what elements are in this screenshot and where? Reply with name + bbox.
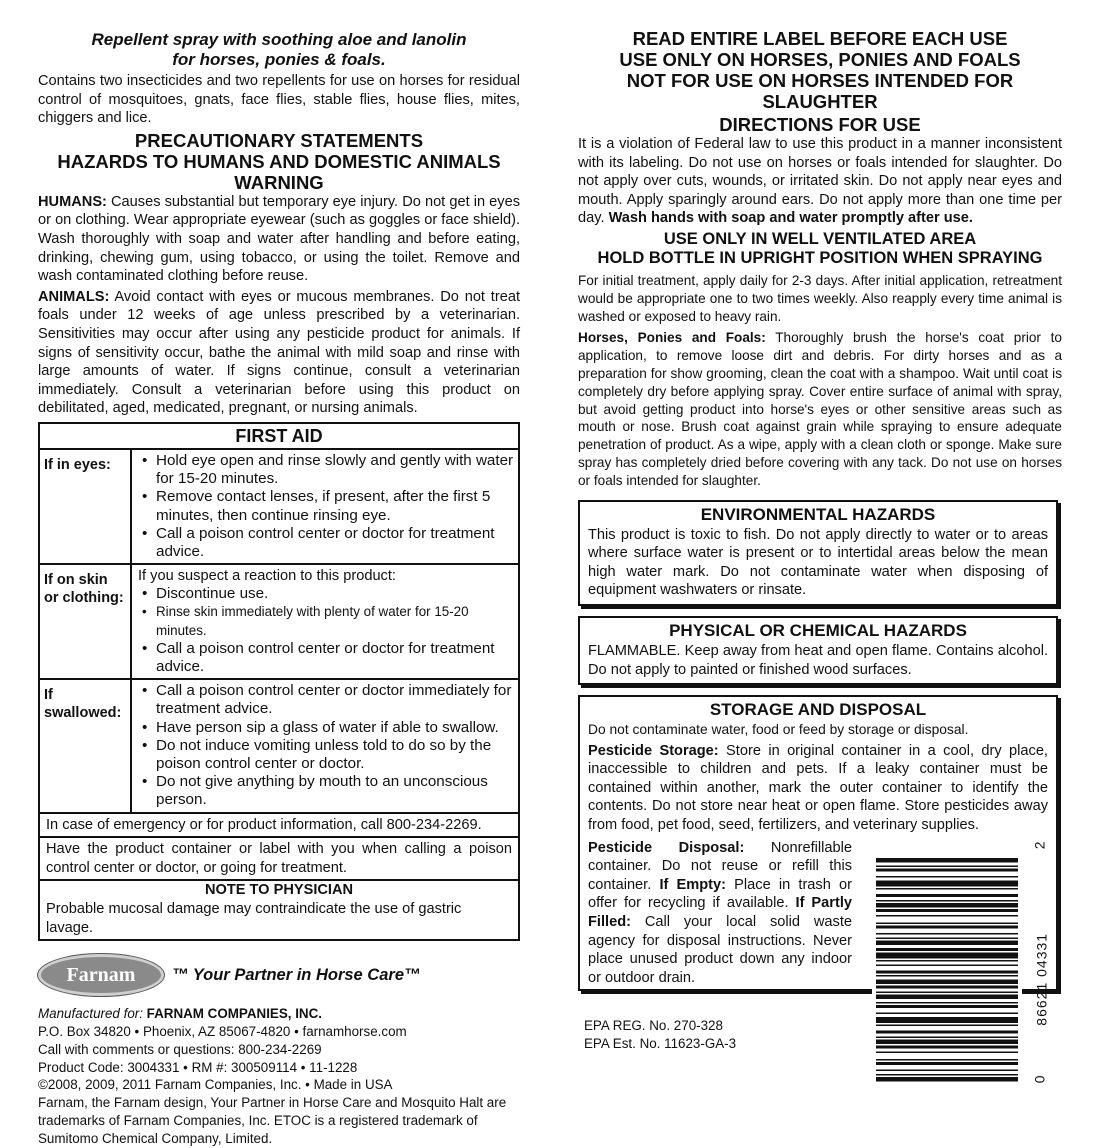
first-aid-table [38,422,520,941]
list-item: • Remove contact lenses, if present, after the first 5 minutes, then continue rinsing eye. [156,488,514,524]
barcode-bar [876,960,1018,962]
barcode-bar [876,894,1018,897]
barcode-bar [876,1031,1018,1034]
trademark-text: Farnam, the Farnam design, Your Partner in Horse Care and Mosquito Halt are trademarks of Farnam Companies, Inc. ETOC is a registered trademark of Sumitomo Chemical Company, Limited. [38,1095,507,1146]
storage-paragraph [588,742,1048,835]
barcode-bar [876,903,1018,908]
upc-barcode [872,854,1022,1086]
disposal-paragraph [588,839,852,988]
note-to-physician-text: Probable mucosal damage may contraindicate the use of gastric lavage. [46,900,462,936]
tagline [38,30,520,70]
barcode-bar [876,1070,1018,1072]
initial-treatment-text: For initial treatment, apply daily for 2-3 days. After initial application, retreatment would be appropriate one to two times weekly. Also reapply every time animal is washed or exposed to heavy rain. [578,272,1062,324]
first-aid-container-note: Have the product container or label with you when calling a poison control center or doctor, or going for treatment. [40,838,518,881]
barcode-bar [876,900,1018,902]
barcode-bar [876,1040,1018,1045]
warning-heading: WARNING [234,171,324,193]
directions-heading: DIRECTIONS FOR USE [719,114,921,135]
storage-intro: Do not contaminate water, food or feed by storage or disposal. [588,722,969,738]
humans-text: Causes substantial but temporary eye injury. Do not get in eyes or on clothing. Wear appropriate eyewear (such as goggles or face shield). Wash thoroughly with soap and water after handling and before eating, drinking, chewing gum, using tobacco, or using the toilet. Remove and wash contaminated clothing before reuse. [38,193,520,285]
barcode-bar [876,992,1018,994]
barcode-bar [876,980,1018,985]
environmental-hazards-text: This product is toxic to fish. Do not apply directly to water or to areas where surface water is present or to intertidal areas below the mean high water mark. Do not contaminate water when disposing of equipment washwaters or rinsate. [588,526,1048,599]
manufactured-label: Manufactured for: [38,1006,143,1022]
barcode-bar [876,1013,1018,1015]
barcode-bar [876,995,1018,1000]
partly-filled-label: If Partly Filled: [588,895,852,931]
list-item: • Do not induce vomiting unless told to do so by the poison control center or doctor. [156,737,514,773]
barcode-bar [876,1025,1018,1027]
list-item: • Rinse skin immediately with plenty of water for 15-20 minutes. [156,603,514,639]
first-aid-row-swallowed [40,680,518,813]
storage-label: Pesticide Storage: [588,742,719,759]
epa-est-number: EPA Est. No. 11623-GA-3 [584,1035,737,1051]
first-aid-skin-label: If on skin or clothing: [40,565,132,678]
list-item: • Discontinue use. [156,585,514,603]
horses-paragraph [578,329,1062,489]
barcode-bar [876,866,1018,868]
directions-text [578,135,1062,228]
directions-body: It is a violation of Federal law to use this product in a manner inconsistent with its labeling. Do not use on horses or foals intended for slaughter. Do not apply over cuts, wounds, or irritated skin. Do not apply near eyes and mouth. Apply sparingly around ears. Do not apply more than one time per day. [578,136,1062,227]
first-aid-eyes-list [138,452,514,561]
barcode-bar [876,876,1018,878]
barcode-bar [876,965,1018,967]
first-aid-swallowed-list [138,682,514,809]
barcode-bar [876,869,1018,872]
barcode-bar [876,923,1018,925]
not-for-slaughter-heading: NOT FOR USE ON HORSES INTENDED FOR SLAUGHTER [626,70,1014,112]
storage-disposal-title: STORAGE AND DISPOSAL [709,700,927,720]
barcode-bar [876,948,1018,951]
animals-text: Avoid contact with eyes or mucous membranes. Do not treat foals under 12 weeks of age unless prescribed by a veterinarian. Sensitivities may occur after using any pesticide product for animals. If signs of sensitivity occur, bathe the animal with mild soap and rinse with large amounts of water. If signs continue, consult a veterinarian immediately. Consult a veterinarian before using this product on debilitated, aged, medicated, pregnant, or nursing animals. [38,288,520,417]
first-aid-skin-list [138,585,514,676]
note-to-physician-title: NOTE TO PHYSICIAN [204,882,354,899]
intro-text: Contains two insecticides and two repellents for use on horses for residual control of mosquitoes, gnats, face flies, stable flies, house flies, mites, chiggers and lice. [38,73,520,127]
first-aid-eyes-label: If in eyes: [40,450,132,563]
barcode-bar [876,971,1018,974]
upright-heading: HOLD BOTTLE IN UPRIGHT POSITION WHEN SPRAYING [597,248,1043,267]
barcode-digit-bottom: 0 [1031,1075,1048,1084]
first-aid-emergency: In case of emergency or for product information, call 800-234-2269. [40,814,518,839]
ventilated-heading: USE ONLY IN WELL VENTILATED AREA [663,229,977,248]
use-only-heading: USE ONLY ON HORSES, PONIES AND FOALS [619,49,1021,70]
physical-hazards-title: PHYSICAL OR CHEMICAL HAZARDS [669,620,967,640]
manufacturer-name: FARNAM COMPANIES, INC. [142,1006,322,1022]
wash-hands-text: Wash hands with soap and water promptly after use. [608,210,973,227]
horses-text: Thoroughly brush the horse's coat prior to application, to remove loose dirt and debris. For dirty horses and as a preparation for show grooming, clean the coat with a shampoo. Wait until coat is completely dry before applying spray. Cover entire surface of animal with spray, but avoid getting product into horse's eyes or other sensitive areas such as mouth or nose. Brush coat against grain while spraying to ensure adequate penetration of product. As a wipe, apply with a clean cloth or sponge. Make sure spray has completely dried before covering with any tack. Do not use on horses or foals intended for slaughter. [578,330,1062,488]
barcode-bar [876,1017,1018,1023]
tagline-line-2: for horses, ponies & foals. [172,50,386,69]
partner-slogan: ™ Your Partner in Horse Care™ [172,965,421,984]
storage-text: Store in original container in a cool, dry place, inaccessible to children and pets. If a leaky container must be contained within another, mark the outer container to identify the contents. Do not store near heat or open flame. Store pesticides away from food, pet food, seed, fertilizers, and veterinary supplies. [588,742,1048,834]
barcode-bar [876,933,1018,935]
disposal-label: Pesticide Disposal: [588,839,745,856]
brand-row [38,955,520,995]
barcode-bar [876,858,1018,863]
barcode-bar [876,953,1018,959]
note-to-physician [40,881,518,939]
disposal-text: Nonrefillable container. Do not reuse or refill this container. [588,839,852,893]
barcode-bar [876,941,1018,946]
physical-hazards-text: FLAMMABLE. Keep away from heat and open flame. Contains alcohol. Do not apply to painted or finished wood surfaces. [588,642,1048,678]
first-aid-skin-intro: If you suspect a reaction to this product: [138,568,396,585]
read-label-heading: READ ENTIRE LABEL BEFORE EACH USE [632,28,1008,49]
barcode-bar [876,915,1018,917]
tagline-line-1: Repellent spray with soothing aloe and lanolin [91,30,467,49]
copyright-line: ©2008, 2009, 2011 Farnam Companies, Inc. • Made in USA [38,1077,393,1093]
first-aid-row-skin [40,565,518,680]
barcode-bar [876,888,1018,890]
epa-reg-number: EPA REG. No. 270-328 [584,1018,723,1034]
barcode-bar [876,1059,1018,1061]
barcode-bar [876,1052,1018,1054]
barcode-bar [876,1077,1018,1082]
barcode-bar [876,1062,1018,1065]
product-code-line: Product Code: 3004331 • RM #: 300509114 • 11-1228 [38,1059,358,1075]
barcode-bar [876,1046,1018,1049]
barcode-bar [876,1074,1018,1076]
barcode-digits [1032,830,1050,1090]
manufactured-line [38,1005,520,1023]
humans-paragraph [38,193,520,286]
list-item: • Call a poison control center or doctor for treatment advice. [156,525,514,561]
barcode-bar [876,1005,1018,1008]
animals-label: ANIMALS: [38,288,110,305]
environmental-hazards-box [578,500,1058,606]
barcode-bar [876,975,1018,977]
barcode-bar [876,909,1018,912]
first-aid-swallowed-label: If swallowed: [40,680,132,811]
animals-paragraph [38,288,520,418]
empty-text: Place in trash or offer for recycling if available. [588,876,852,912]
hazards-heading: HAZARDS TO HUMANS AND DOMESTIC ANIMALS [57,150,501,172]
barcode-bar [876,986,1018,989]
barcode-bar [876,1037,1018,1039]
precautionary-heading: PRECAUTIONARY STATEMENTS [134,129,424,151]
empty-label: If Empty: [659,876,727,893]
barcode-digit-middle: 86621 04331 [1033,932,1050,1026]
barcode-bar [876,926,1018,929]
list-item: • Do not give anything by mouth to an unconscious person. [156,773,514,809]
left-column [38,0,520,1148]
partly-filled-text: Call your local solid waste agency for disposal instructions. Never place unused product down any indoor or outdoor drain. [588,914,852,986]
manufacturer-info [38,1005,520,1147]
barcode-bar [876,938,1018,940]
barcode-bar [876,881,1018,887]
list-item: • Hold eye open and rinse slowly and gently with water for 15-20 minutes. [156,452,514,488]
first-aid-row-eyes [40,450,518,565]
address-line: P.O. Box 34820 • Phoenix, AZ 85067-4820 • farnamhorse.com [38,1023,407,1039]
farnam-logo: Farnam [38,954,164,996]
environmental-hazards-title: ENVIRONMENTAL HAZARDS [700,504,936,524]
humans-label: HUMANS: [38,193,107,210]
list-item: • Have person sip a glass of water if able to swallow. [156,719,514,737]
call-line: Call with comments or questions: 800-234-2269 [38,1041,322,1057]
first-aid-title: FIRST AID [40,424,518,450]
physical-hazards-box [578,616,1058,685]
list-item: • Call a poison control center or doctor for treatment advice. [156,640,514,676]
list-item: • Call a poison control center or doctor immediately for treatment advice. [156,682,514,718]
barcode-digit-top: 2 [1031,841,1048,850]
barcode-bar [876,1002,1018,1004]
horses-label: Horses, Ponies and Foals: [578,330,766,346]
